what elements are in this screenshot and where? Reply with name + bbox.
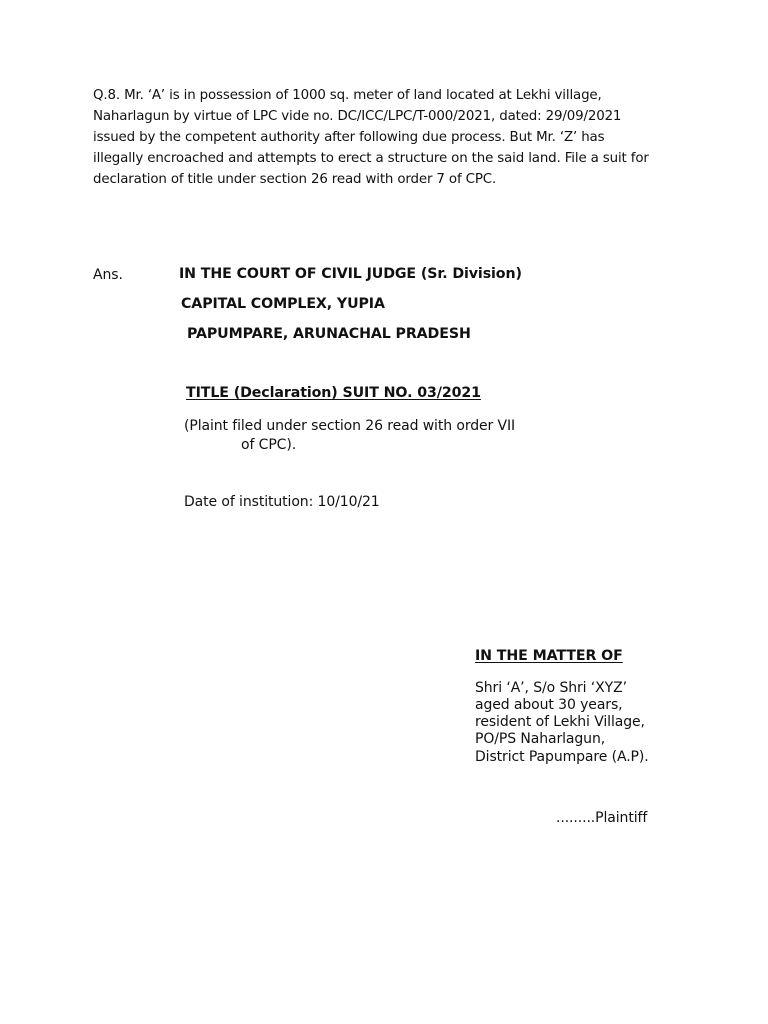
answer-label: Ans. bbox=[93, 267, 123, 283]
suit-title: TITLE (Declaration) SUIT NO. 03/2021 bbox=[186, 385, 481, 401]
court-name: IN THE COURT OF CIVIL JUDGE (Sr. Division) bbox=[179, 266, 522, 282]
question-line: declaration of title under section 26 read with order 7 of CPC. bbox=[93, 172, 497, 187]
court-district: PAPUMPARE, ARUNACHAL PRADESH bbox=[187, 326, 471, 342]
plaint-note-line: (Plaint filed under section 26 read with order VII bbox=[184, 418, 516, 434]
plaintiff-line: aged about 30 years, bbox=[475, 697, 623, 713]
court-location: CAPITAL COMPLEX, YUPIA bbox=[181, 296, 385, 312]
plaintiff-line: PO/PS Naharlagun, bbox=[475, 731, 606, 747]
plaintiff-label: .........Plaintiff bbox=[556, 810, 648, 826]
institution-date: Date of institution: 10/10/21 bbox=[184, 494, 380, 510]
plaint-note-line: of CPC). bbox=[241, 437, 297, 453]
plaintiff-line: Shri ‘A’, S/o Shri ‘XYZ’ bbox=[475, 680, 627, 696]
question-line: illegally encroached and attempts to erect a structure on the said land. File a suit for bbox=[93, 151, 649, 166]
question-line: issued by the competent authority after following due process. But Mr. ‘Z’ has bbox=[93, 130, 605, 145]
matter-heading: IN THE MATTER OF bbox=[475, 648, 623, 664]
plaintiff-line: resident of Lekhi Village, bbox=[475, 714, 645, 730]
question-line: Naharlagun by virtue of LPC vide no. DC/ICC/LPC/T-000/2021, dated: 29/09/2021 bbox=[93, 109, 622, 124]
plaintiff-line: District Papumpare (A.P). bbox=[475, 749, 649, 765]
question-line: Q.8. Mr. ‘A’ is in possession of 1000 sq. meter of land located at Lekhi village, bbox=[93, 88, 602, 103]
